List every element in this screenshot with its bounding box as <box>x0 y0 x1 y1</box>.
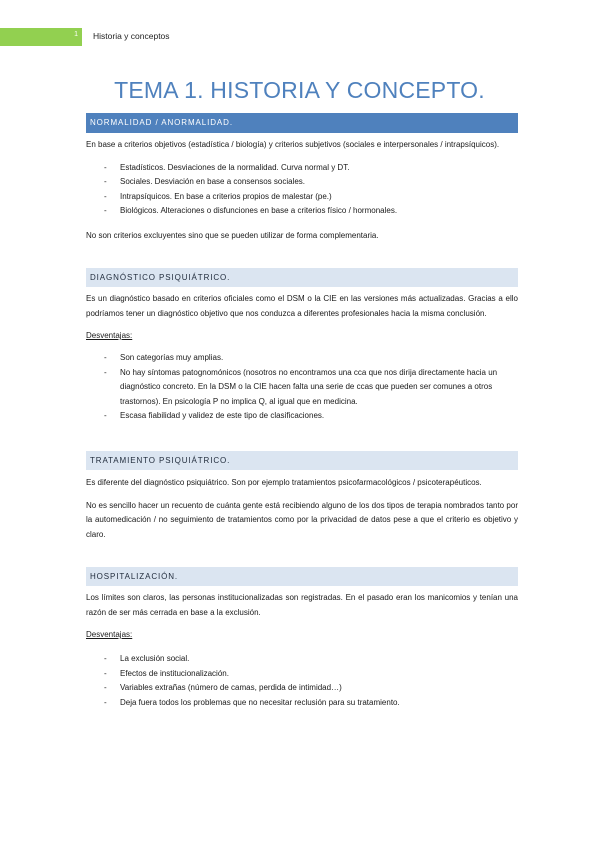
list-item: - Variables extrañas (número de camas, perdida de intimidad…) <box>104 683 342 692</box>
list-item: - Sociales. Desviación en base a consensos sociales. <box>104 177 305 186</box>
list-item: - Estadísticos. Desviaciones de la normalidad. Curva normal y DT. <box>104 162 350 172</box>
list-item: - Intrapsíquicos. En base a criterios propios de malestar (pe.) <box>104 191 332 201</box>
subheading: Desventajas: <box>86 331 133 340</box>
page-header <box>0 28 599 46</box>
section-heading: NORMALIDAD / ANORMALIDAD. <box>86 113 518 133</box>
section-heading: TRATAMIENTO PSIQUIÁTRICO. <box>86 451 518 470</box>
running-title: Historia y conceptos <box>93 31 170 41</box>
paragraph: No es sencillo hacer un recuento de cuánta gente está recibiendo alguno de los dos tipos de terapia nombrados tanto por la automedicación / no seguimiento de tratamientos como por la privacidad de datos pese a que el criterio es objetivo y claro. <box>86 500 518 539</box>
document-title: TEMA 1. HISTORIA Y CONCEPTO. <box>114 77 485 103</box>
page-number: 1 <box>74 31 78 38</box>
paragraph: Es diferente del diagnóstico psiquiátrico. Son por ejemplo tratamientos psicofarmacológicos / psicoterapéuticos. <box>86 478 482 487</box>
bullet-list <box>86 652 518 710</box>
section-diagnostico <box>86 268 518 424</box>
section-heading: HOSPITALIZACIÓN. <box>86 567 518 586</box>
list-item: - No hay síntomas patognomónicos (nosotros no encontramos una cca que nos dirija directamente hacia un diagnóstico concreto. En la DSM o la CIE hacen falta una serie de ccas que pueden ser comunes a otros trastornos). En psicología P no implica Q, al igual que en medicina. <box>104 367 498 406</box>
section-heading: DIAGNÓSTICO PSIQUIÁTRICO. <box>86 268 518 287</box>
section-hospitalizacion <box>86 567 518 710</box>
subheading: Desventajas: <box>86 630 133 639</box>
bullet-list <box>86 351 518 424</box>
bullet-list <box>86 161 518 219</box>
list-item: - Son categorías muy amplias. <box>104 353 224 362</box>
paragraph: Los límites son claros, las personas institucionalizadas son registradas. En el pasado eran los manicomios y tenían una razón de ser más cerrada en base a la exclusión. <box>86 593 518 617</box>
list-item: - Efectos de institucionalización. <box>104 668 229 678</box>
list-item: - Deja fuera todos los problemas que no necesitar reclusión para su tratamiento. <box>104 697 400 707</box>
section-normalidad <box>86 113 518 243</box>
paragraph: Es un diagnóstico basado en criterios oficiales como el DSM o la CIE en las versiones más actualizadas. Gracias a ello podríamos tener un diagnóstico objetivo que nos conduzca a diferentes profesionales hacia la misma conclusión. <box>86 294 518 318</box>
list-item: - Biológicos. Alteraciones o disfunciones en base a criterios físico / hormonales. <box>104 206 398 215</box>
list-item: - La exclusión social. <box>104 654 190 663</box>
list-item: - Escasa fiabilidad y validez de este tipo de clasificaciones. <box>104 411 325 420</box>
page-number-box <box>0 28 82 46</box>
paragraph: No son criterios excluyentes sino que se pueden utilizar de forma complementaria. <box>86 230 379 240</box>
paragraph: En base a criterios objetivos (estadística / biología) y criterios subjetivos (sociales e interpersonales / intrapsíquicos). <box>86 140 500 149</box>
section-tratamiento <box>86 451 518 542</box>
